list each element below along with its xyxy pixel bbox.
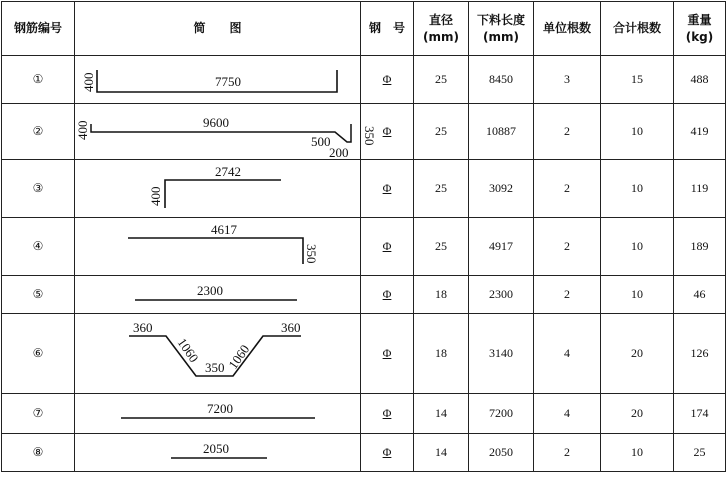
bar-mark: ① — [2, 56, 75, 104]
cut-length-value: 7200 — [469, 394, 534, 434]
bar-diagram — [75, 56, 361, 104]
bar-diagram — [75, 160, 361, 218]
total-count-value: 10 — [601, 104, 674, 160]
bar-diagram — [75, 394, 361, 434]
dim-label: 360 — [133, 320, 153, 335]
steel-grade: Φ — [361, 314, 414, 394]
unit-count-value: 2 — [534, 160, 601, 218]
table-row — [2, 276, 726, 314]
table-row — [2, 160, 726, 218]
weight-value: 488 — [674, 56, 726, 104]
dim-label: 360 — [281, 320, 301, 335]
header-grade: 钢 号 — [361, 2, 414, 56]
bar-shape-8 — [75, 434, 361, 471]
bar-shape-3 — [75, 160, 361, 217]
bar-mark: ③ — [2, 160, 75, 218]
bar-mark: ⑤ — [2, 276, 75, 314]
header-mark: 钢筋编号 — [2, 2, 75, 56]
table-row — [2, 104, 726, 160]
dim-label: 350 — [362, 126, 377, 146]
total-count-value: 20 — [601, 394, 674, 434]
bar-diagram — [75, 434, 361, 472]
cut-length-value: 4917 — [469, 218, 534, 276]
unit-count-value: 4 — [534, 314, 601, 394]
dim-label: 350 — [205, 360, 225, 375]
table-row — [2, 56, 726, 104]
rebar-schedule-table — [1, 1, 726, 472]
dim-label: 4617 — [211, 222, 237, 237]
dim-label: 2300 — [197, 283, 223, 298]
steel-grade: Φ — [361, 160, 414, 218]
cut-length-value: 10887 — [469, 104, 534, 160]
rebar-schedule-sheet — [1, 1, 725, 478]
bar-diagram — [75, 314, 361, 394]
header-diagram: 简 图 — [75, 2, 361, 56]
unit-count-value: 2 — [534, 276, 601, 314]
dim-label: 1060 — [174, 335, 202, 366]
dim-label: 7750 — [215, 74, 241, 89]
weight-value: 46 — [674, 276, 726, 314]
unit-count-value: 2 — [534, 104, 601, 160]
diameter-value: 25 — [414, 104, 469, 160]
bar-mark: ④ — [2, 218, 75, 276]
dim-label: 9600 — [203, 115, 229, 130]
header-weight-label: 重量 — [687, 12, 712, 27]
steel-grade: Φ — [361, 104, 414, 160]
total-count-value: 10 — [601, 160, 674, 218]
total-count-value: 10 — [601, 218, 674, 276]
bar-mark: ② — [2, 104, 75, 160]
dim-label: 400 — [75, 120, 90, 140]
weight-value: 174 — [674, 394, 726, 434]
steel-grade: Φ — [361, 218, 414, 276]
diameter-value: 14 — [414, 434, 469, 472]
dim-label: 7200 — [207, 401, 233, 416]
cut-length-value: 2300 — [469, 276, 534, 314]
dim-label: 2742 — [215, 164, 241, 179]
dim-label: 500 — [311, 134, 331, 149]
cut-length-value: 3140 — [469, 314, 534, 394]
bar-shape-6 — [75, 314, 361, 393]
bar-shape-1 — [75, 56, 361, 103]
weight-value: 189 — [674, 218, 726, 276]
table-row — [2, 394, 726, 434]
bar-mark: ⑦ — [2, 394, 75, 434]
header-row — [2, 2, 726, 56]
diameter-value: 25 — [414, 56, 469, 104]
unit-count-value: 4 — [534, 394, 601, 434]
header-diameter-label: 直径 — [428, 12, 453, 27]
header-diameter-unit: (mm) — [423, 29, 459, 44]
steel-grade: Φ — [361, 276, 414, 314]
weight-value: 419 — [674, 104, 726, 160]
dim-label: 350 — [304, 244, 319, 264]
dim-label: 400 — [81, 72, 96, 92]
total-count-value: 10 — [601, 276, 674, 314]
steel-grade: Φ — [361, 56, 414, 104]
header-total-count: 合计根数 — [601, 2, 674, 56]
header-diameter — [414, 2, 469, 56]
bar-shape-2 — [75, 104, 377, 160]
bar-diagram — [75, 218, 361, 276]
diameter-value: 18 — [414, 276, 469, 314]
table-row — [2, 314, 726, 394]
cut-length-value: 3092 — [469, 160, 534, 218]
steel-grade: Φ — [361, 434, 414, 472]
bar-mark: ⑧ — [2, 434, 75, 472]
cut-length-value: 2050 — [469, 434, 534, 472]
header-weight — [674, 2, 726, 56]
diameter-value: 25 — [414, 218, 469, 276]
weight-value: 126 — [674, 314, 726, 394]
diameter-value: 14 — [414, 394, 469, 434]
total-count-value: 20 — [601, 314, 674, 394]
bar-diagram — [75, 276, 361, 314]
table-row — [2, 434, 726, 472]
total-count-value: 10 — [601, 434, 674, 472]
header-unit-count: 单位根数 — [534, 2, 601, 56]
unit-count-value: 3 — [534, 56, 601, 104]
bar-shape-5 — [75, 276, 361, 313]
steel-grade: Φ — [361, 394, 414, 434]
dim-label: 400 — [148, 186, 163, 206]
header-length — [469, 2, 534, 56]
bar-diagram — [75, 104, 377, 160]
header-length-unit: (mm) — [483, 29, 519, 44]
diameter-value: 18 — [414, 314, 469, 394]
header-weight-unit: (kg) — [685, 29, 714, 44]
bar-mark: ⑥ — [2, 314, 75, 394]
dim-label: 1060 — [225, 341, 253, 372]
unit-count-value: 2 — [534, 218, 601, 276]
cut-length-value: 8450 — [469, 56, 534, 104]
table-row — [2, 218, 726, 276]
weight-value: 119 — [674, 160, 726, 218]
bar-shape-7 — [75, 394, 361, 433]
dim-label: 2050 — [203, 441, 229, 456]
weight-value: 25 — [674, 434, 726, 472]
bar-shape-4 — [75, 218, 361, 275]
header-length-label: 下料长度 — [476, 12, 525, 27]
total-count-value: 15 — [601, 56, 674, 104]
unit-count-value: 2 — [534, 434, 601, 472]
diameter-value: 25 — [414, 160, 469, 218]
dim-label: 200 — [329, 145, 349, 160]
